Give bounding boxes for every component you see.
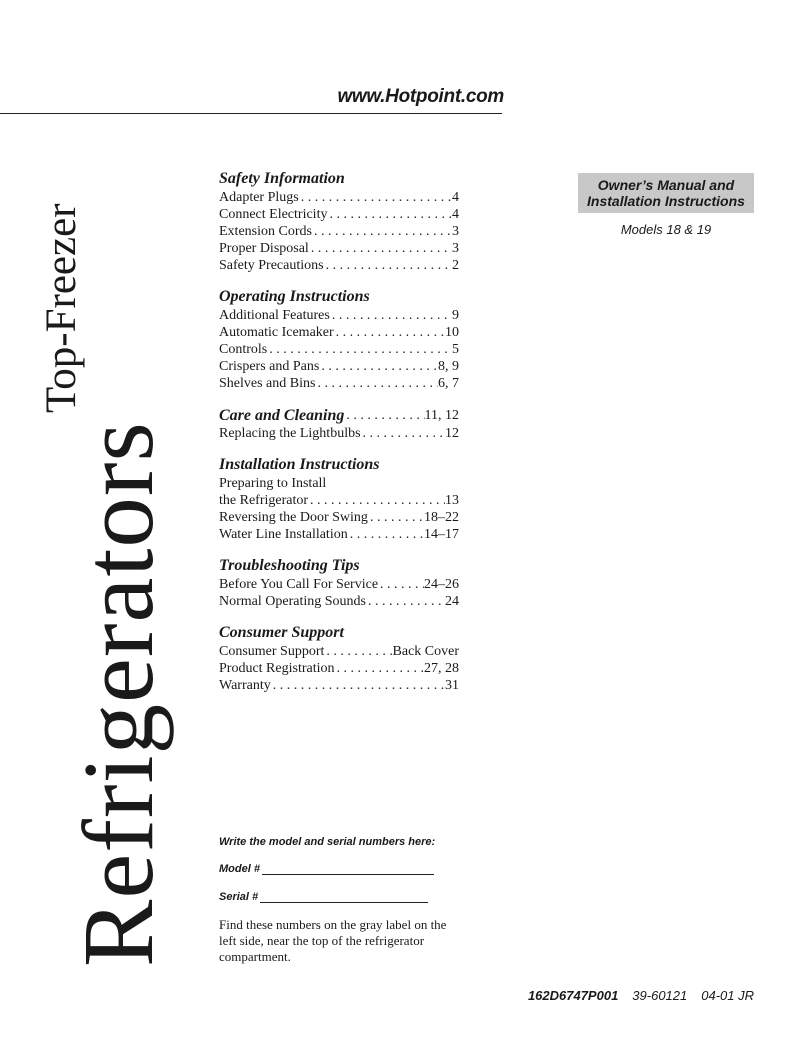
toc-section-troubleshooting [219, 557, 459, 610]
section-heading: Installation Instructions [219, 456, 380, 473]
toc-entry-page: 3 [452, 224, 459, 239]
toc-entry [219, 358, 459, 375]
toc-entry [219, 324, 459, 341]
toc-entry-line [219, 475, 459, 492]
toc-entry [219, 189, 459, 206]
dot-leader [324, 643, 392, 660]
toc-entry-page: 4 [452, 207, 459, 222]
dot-leader [366, 593, 445, 610]
toc-entry [219, 375, 459, 392]
toc-entry-label: Consumer Support [219, 644, 325, 659]
dot-leader [324, 257, 452, 274]
dot-leader [368, 509, 424, 526]
title-subtitle: Top-Freezer [38, 203, 85, 413]
toc-entry [219, 526, 459, 543]
serial-number-label: Serial # [219, 891, 259, 903]
section-heading: Care and Cleaning [219, 407, 345, 424]
serial-number-line [260, 892, 428, 903]
dot-leader [271, 677, 445, 694]
toc-entry-label: the Refrigerator [219, 493, 309, 508]
toc-section-safety [219, 170, 459, 274]
footer-codes [528, 988, 754, 1003]
dot-leader [330, 307, 452, 324]
toc-entry-label: Automatic Icemaker [219, 325, 334, 340]
toc-entry [219, 492, 459, 509]
dot-leader [315, 375, 438, 392]
toc-entry [219, 223, 459, 240]
models-label: Models 18 & 19 [620, 222, 712, 237]
toc-entry-page: 12 [445, 426, 459, 441]
toc-entry [219, 240, 459, 257]
header-rule [0, 113, 502, 114]
toc-entry-page: 2 [452, 258, 459, 273]
dot-leader [308, 492, 445, 509]
toc-entry [219, 576, 459, 593]
badge-line-1: Owner’s Manual and [597, 177, 735, 193]
title-main: Refrigerators [62, 421, 174, 967]
toc-entry-label: Safety Precautions [219, 258, 324, 273]
part-number: 162D6747P001 [527, 988, 619, 1003]
toc-entry-label: Crispers and Pans [219, 359, 320, 374]
dot-leader [348, 526, 424, 543]
toc-entry-page: 18–22 [424, 510, 459, 525]
section-heading: Operating Instructions [219, 288, 370, 305]
toc-entry-label: Extension Cords [219, 224, 312, 239]
toc-section-operating [219, 288, 459, 392]
badge-line-2: Installation Instructions [587, 193, 745, 209]
toc-entry-label: Additional Features [219, 308, 330, 323]
model-number-field [219, 863, 459, 875]
toc-entry-label: Reversing the Door Swing [219, 510, 368, 525]
dot-leader [319, 358, 438, 375]
publication-date: 04-01 JR [701, 988, 754, 1003]
dot-leader [378, 576, 424, 593]
dot-leader [309, 240, 452, 257]
toc-entry-page: 24–26 [424, 577, 459, 592]
dot-leader [299, 189, 452, 206]
toc-entry-page: 13 [445, 493, 459, 508]
section-heading: Troubleshooting Tips [219, 557, 360, 574]
toc-entry [219, 307, 459, 324]
toc-entry-page: Back Cover [392, 644, 459, 659]
dot-leader [344, 406, 424, 425]
toc-section-consumer [219, 624, 459, 694]
toc-entry [219, 677, 459, 694]
toc-entry-page: 10 [445, 325, 459, 340]
toc-entry-label: Connect Electricity [219, 207, 328, 222]
label-location-note: Find these numbers on the gray label on the left side, near the top of the refrigerator compartment. [219, 917, 447, 964]
dot-leader [327, 206, 452, 223]
dot-leader [267, 341, 452, 358]
website-url: www.Hotpoint.com [337, 86, 504, 107]
table-of-contents [219, 170, 459, 708]
toc-entry-label: Shelves and Bins [219, 376, 316, 391]
toc-entry-label: Before You Call For Service [219, 577, 379, 592]
toc-entry-page: 9 [452, 308, 459, 323]
toc-entry-page: 8, 9 [438, 359, 459, 374]
toc-entry-page: 3 [452, 241, 459, 256]
publication-code: 39-60121 [632, 988, 688, 1003]
toc-entry-page: 6, 7 [438, 376, 459, 391]
toc-section-care [219, 406, 459, 442]
toc-entry-label: Proper Disposal [219, 241, 309, 256]
toc-entry-page: 11, 12 [424, 408, 459, 423]
toc-entry-label: Preparing to Install [219, 476, 327, 491]
toc-entry-page: 14–17 [424, 527, 459, 542]
toc-entry-page: 5 [452, 342, 459, 357]
toc-entry-label: Water Line Installation [219, 527, 348, 542]
toc-entry [219, 593, 459, 610]
toc-entry-page: 31 [445, 678, 459, 693]
toc-entry [219, 643, 459, 660]
toc-entry [219, 341, 459, 358]
toc-entry-page: 4 [452, 190, 459, 205]
serial-number-field [219, 891, 459, 903]
toc-entry-label: Warranty [219, 678, 271, 693]
dot-leader [361, 425, 445, 442]
record-instruction: Write the model and serial numbers here: [219, 836, 436, 848]
section-heading: Safety Information [219, 170, 345, 187]
toc-section-installation [219, 456, 459, 543]
model-number-line [262, 864, 434, 875]
toc-entry [219, 660, 459, 677]
serial-record-block [219, 836, 459, 965]
toc-entry [219, 257, 459, 274]
section-heading: Consumer Support [219, 624, 344, 641]
toc-entry-page: 24 [445, 594, 459, 609]
dot-leader [312, 223, 452, 240]
dot-leader [335, 660, 425, 677]
toc-entry [219, 206, 459, 223]
toc-entry-label: Product Registration [219, 661, 335, 676]
toc-entry [219, 406, 459, 425]
toc-entry [219, 509, 459, 526]
toc-entry-label: Normal Operating Sounds [219, 594, 366, 609]
manual-type-badge [578, 173, 754, 213]
model-number-label: Model # [219, 863, 260, 875]
dot-leader [334, 324, 445, 341]
toc-entry [219, 425, 459, 442]
toc-entry-page: 27, 28 [424, 661, 459, 676]
toc-entry-label: Adapter Plugs [219, 190, 299, 205]
toc-entry-label: Replacing the Lightbulbs [219, 426, 361, 441]
toc-entry-label: Controls [219, 342, 268, 357]
